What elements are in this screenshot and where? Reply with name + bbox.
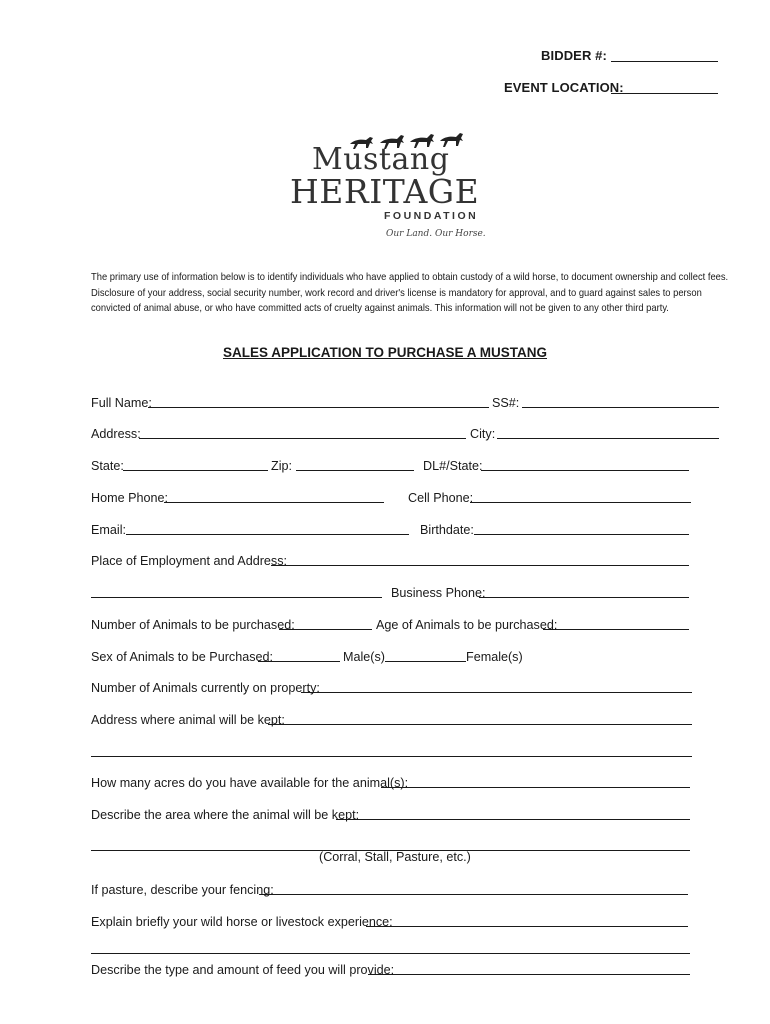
address-label: Address: [91,427,141,441]
address-kept-field[interactable] [268,724,692,725]
zip-field[interactable] [296,470,414,471]
feed-field[interactable] [368,974,690,975]
home-phone-field[interactable] [164,502,384,503]
birthdate-label: Birthdate: [420,523,474,537]
email-field[interactable] [126,534,409,535]
mustang-heritage-logo [286,130,486,245]
city-label: City: [470,427,496,441]
event-location-line[interactable] [611,93,718,94]
state-label: State: [91,459,124,473]
acres-label: How many acres do you have available for the animal(s): [91,776,409,790]
intro-line-3: convicted of animal abuse, or who have committed acts of cruelty against animals. This information will not be given to any other third party. [91,303,669,314]
feed-label: Describe the type and amount of feed you will provide: [91,963,395,977]
area-hint: (Corral, Stall, Pasture, etc.) [319,850,471,864]
experience-field[interactable] [366,926,688,927]
num-on-property-label: Number of Animals currently on property: [91,681,320,695]
address-kept-field-2[interactable] [91,756,692,757]
city-field[interactable] [497,438,719,439]
males-field[interactable] [258,661,340,662]
email-label: Email: [91,523,126,537]
cell-phone-field[interactable] [470,502,691,503]
employment-field[interactable] [271,565,689,566]
home-phone-label: Home Phone: [91,491,169,505]
num-animals-purchased-label: Number of Animals to be purchased: [91,618,295,632]
fencing-field[interactable] [259,894,688,895]
employment-label: Place of Employment and Address: [91,554,288,568]
business-phone-field[interactable] [479,597,689,598]
acres-field[interactable] [381,787,690,788]
event-location-label: EVENT LOCATION: [504,80,624,95]
intro-line-1: The primary use of information below is to identify individuals who have applied to obtain custody of a wild horse, to document ownership and collect fees. [91,272,729,283]
address-kept-label: Address where animal will be kept: [91,713,285,727]
ss-label: SS#: [492,396,520,410]
logo-tagline: Our Land. Our Horse. [386,229,486,239]
logo-foundation-text: FOUNDATION [384,210,479,222]
ss-field[interactable] [522,407,719,408]
bidder-number-label: BIDDER #: [541,48,607,63]
form-title: SALES APPLICATION TO PURCHASE A MUSTANG [222,345,547,360]
logo-mustang-text: Mustang [312,142,450,177]
males-label: Male(s) [343,650,385,664]
intro-paragraph [91,270,729,317]
employment-address-field[interactable] [91,597,382,598]
full-name-field[interactable] [148,407,489,408]
experience-label: Explain briefly your wild horse or livestock experience: [91,915,393,929]
age-animals-label: Age of Animals to be purchased: [376,618,558,632]
num-on-property-field[interactable] [301,692,692,693]
state-field[interactable] [123,470,268,471]
full-name-label: Full Name: [91,396,152,410]
business-phone-label: Business Phone: [391,586,486,600]
bidder-number-field [541,48,607,63]
fencing-label: If pasture, describe your fencing: [91,883,274,897]
sex-animals-label: Sex of Animals to be Purchased: [91,650,274,664]
age-animals-field[interactable] [543,629,689,630]
females-label: Female(s) [466,650,523,664]
describe-area-label: Describe the area where the animal will be kept: [91,808,360,822]
describe-area-field[interactable] [336,819,690,820]
birthdate-field[interactable] [474,534,689,535]
zip-label: Zip: [271,459,292,473]
cell-phone-label: Cell Phone: [408,491,474,505]
bidder-number-line[interactable] [611,61,718,62]
event-location-field [504,80,624,95]
logo-heritage-text: HERITAGE [290,172,480,211]
intro-line-2: Disclosure of your address, social security number, work record and driver's license is mandatory for approval, and to guard against sales to person [91,287,702,299]
females-field[interactable] [385,661,466,662]
address-field[interactable] [139,438,466,439]
dl-state-field[interactable] [481,470,689,471]
num-animals-purchased-field[interactable] [279,629,372,630]
dl-state-label: DL#/State: [423,459,483,473]
experience-field-2[interactable] [91,953,690,954]
